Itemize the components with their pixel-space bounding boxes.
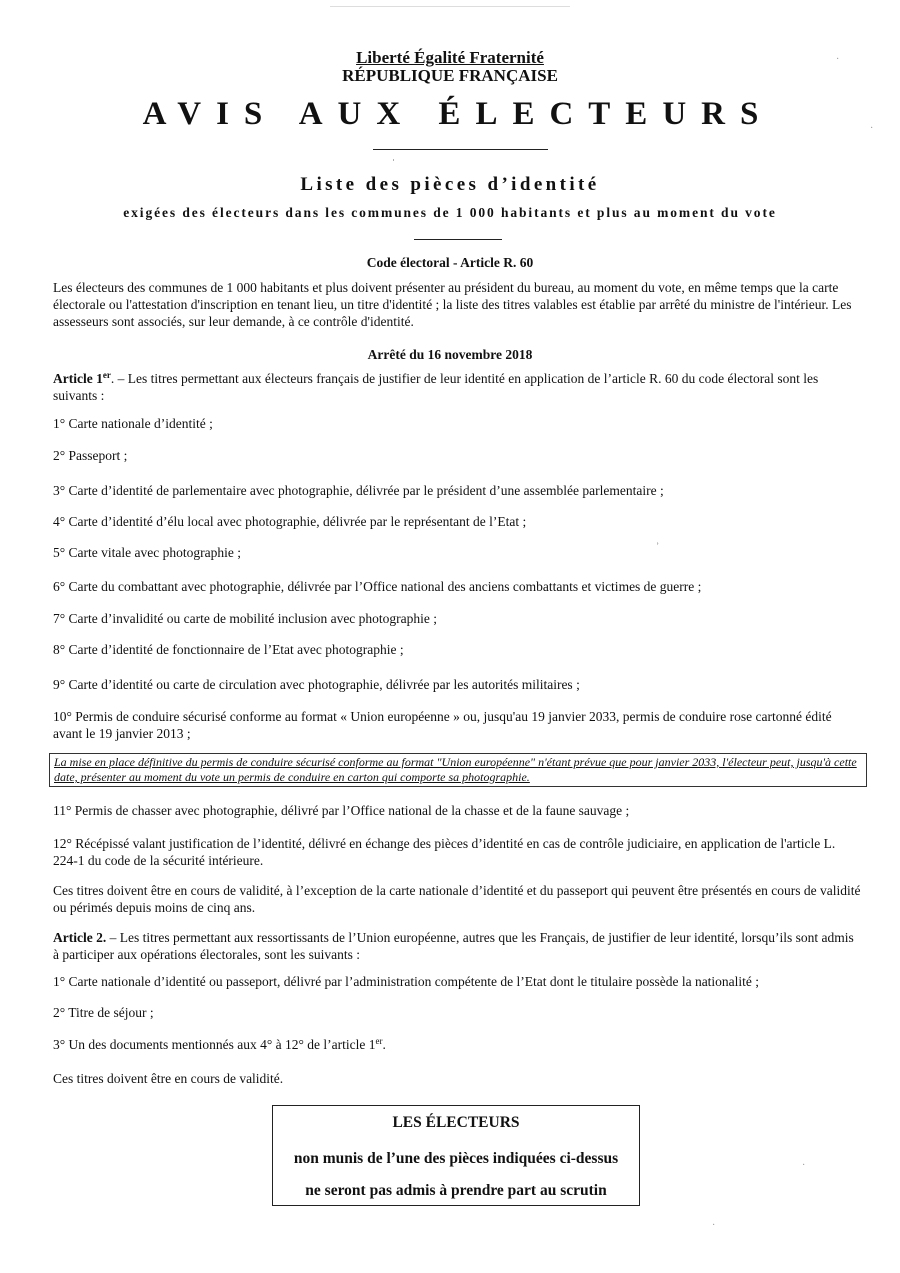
validity-paragraph-2: Ces titres doivent être en cours de validité. xyxy=(53,1071,284,1086)
list-item: 12° Récépissé valant justification de l’identité, délivré en échange des pièces d’identité en cas de contrôle judiciaire, en application de l'article L. 224-1 du code de la sécurité intérieure. xyxy=(53,836,836,868)
list-item: 11° Permis de chasser avec photographie, délivré par l’Office national de la chasse et de la faune sauvage ; xyxy=(53,803,630,818)
notice-text: La mise en place définitive du permis de conduire sécurisé conforme au format "Union européenne" n'étant prévue que pour janvier 2033, l'électeur peut, jusqu'à cette date, présenter au moment du vote un permis de conduire en carton qui comporte sa photographie. xyxy=(54,755,857,784)
article-2-label: Article 2. xyxy=(53,930,107,945)
scan-speck: · xyxy=(870,123,874,134)
list-item: 1° Carte nationale d’identité ou passeport, délivré par l’administration compétente de l’Etat dont le titulaire possède la nationalité ; xyxy=(53,974,760,989)
scan-speck: · xyxy=(712,1220,716,1231)
list-item: 2° Titre de séjour ; xyxy=(53,1005,154,1020)
list-item: 6° Carte du combattant avec photographie, délivrée par l’Office national des anciens combattants et victimes de guerre ; xyxy=(53,579,702,594)
code-paragraph: Les électeurs des communes de 1 000 habitants et plus doivent présenter au président du bureau, au moment du vote, en même temps que la carte électorale ou l'attestation d'inscription en tenant lieu, un titre d'identité ; la liste des titres valables est établie par arrêté du ministre de l'intérieur. Les assesseurs sont associés, sur leur demande, à ce contrôle d'identité. xyxy=(53,280,852,329)
warning-box xyxy=(272,1105,640,1206)
article-1-text: . – Les titres permettant aux électeurs français de justifier de leur identité en application de l’article R. 60 du code électoral sont les suivants : xyxy=(53,371,819,403)
warning-line-1: LES ÉLECTEURS xyxy=(392,1114,520,1131)
list-item: 4° Carte d’identité d’élu local avec photographie, délivrée par le représentant de l’Etat ; xyxy=(53,514,527,529)
title-divider xyxy=(373,149,548,150)
list-item: 2° Passeport ; xyxy=(53,448,128,463)
validity-paragraph: Ces titres doivent être en cours de validité, à l’exception de la carte nationale d’identité et du passeport qui peuvent être présentés en cours de validité ou périmés depuis moins de cinq ans. xyxy=(53,883,861,915)
scan-speck: ʾ xyxy=(392,158,395,168)
scan-speck: ʾ xyxy=(656,542,660,553)
document-subtitle-detail: exigées des électeurs dans les communes de 1 000 habitants et plus au moment du vote xyxy=(123,205,777,220)
article-2-paragraph xyxy=(53,929,863,963)
article-1-sup: er xyxy=(102,370,111,380)
driving-licence-notice-box xyxy=(49,753,867,787)
article-1-label: Article 1 xyxy=(53,371,103,386)
scan-speck: · xyxy=(802,1160,806,1171)
list-item: 3° Un des documents mentionnés aux 4° à 12° de l’article 1er. xyxy=(53,1036,386,1052)
arrete-heading: Arrêté du 16 novembre 2018 xyxy=(367,347,533,362)
warning-line-3: ne seront pas admis à prendre part au scrutin xyxy=(305,1182,607,1199)
scan-speck: · xyxy=(836,54,840,65)
subtitle-divider xyxy=(414,239,502,240)
republic-name: RÉPUBLIQUE FRANÇAISE xyxy=(342,66,558,85)
list-item: 3° Carte d’identité de parlementaire avec photographie, délivrée par le président d’une assemblée parlementaire ; xyxy=(53,483,664,498)
list-item: 9° Carte d’identité ou carte de circulation avec photographie, délivrée par les autorités militaires ; xyxy=(53,677,580,692)
list-item: 8° Carte d’identité de fonctionnaire de l’Etat avec photographie ; xyxy=(53,642,404,657)
article-1-paragraph xyxy=(53,370,863,404)
list-item: 10° Permis de conduire sécurisé conforme au format « Union européenne » ou, jusqu'au 19 janvier 2033, permis de conduire rose cartonné édité avant le 19 janvier 2013 ; xyxy=(53,709,832,741)
list-item: 1° Carte nationale d’identité ; xyxy=(53,416,213,431)
article-2-text: – Les titres permettant aux ressortissants de l’Union européenne, autres que les Français, de justifier de leur identité, lorsqu’ils sont admis à participer aux opérations électorales, sont les suivants : xyxy=(53,930,854,962)
list-item: 5° Carte vitale avec photographie ; xyxy=(53,545,241,560)
list-item: 7° Carte d’invalidité ou carte de mobilité inclusion avec photographie ; xyxy=(53,611,438,626)
warning-line-2: non munis de l’une des pièces indiquées ci-dessus xyxy=(293,1150,619,1167)
scan-edge-line xyxy=(330,6,570,7)
national-motto: Liberté Égalité Fraternité xyxy=(356,48,544,67)
document-subtitle: Liste des pièces d’identité xyxy=(300,174,600,195)
page-title: AVIS AUX ÉLECTEURS xyxy=(142,96,774,132)
code-heading: Code électoral - Article R. 60 xyxy=(366,255,534,270)
